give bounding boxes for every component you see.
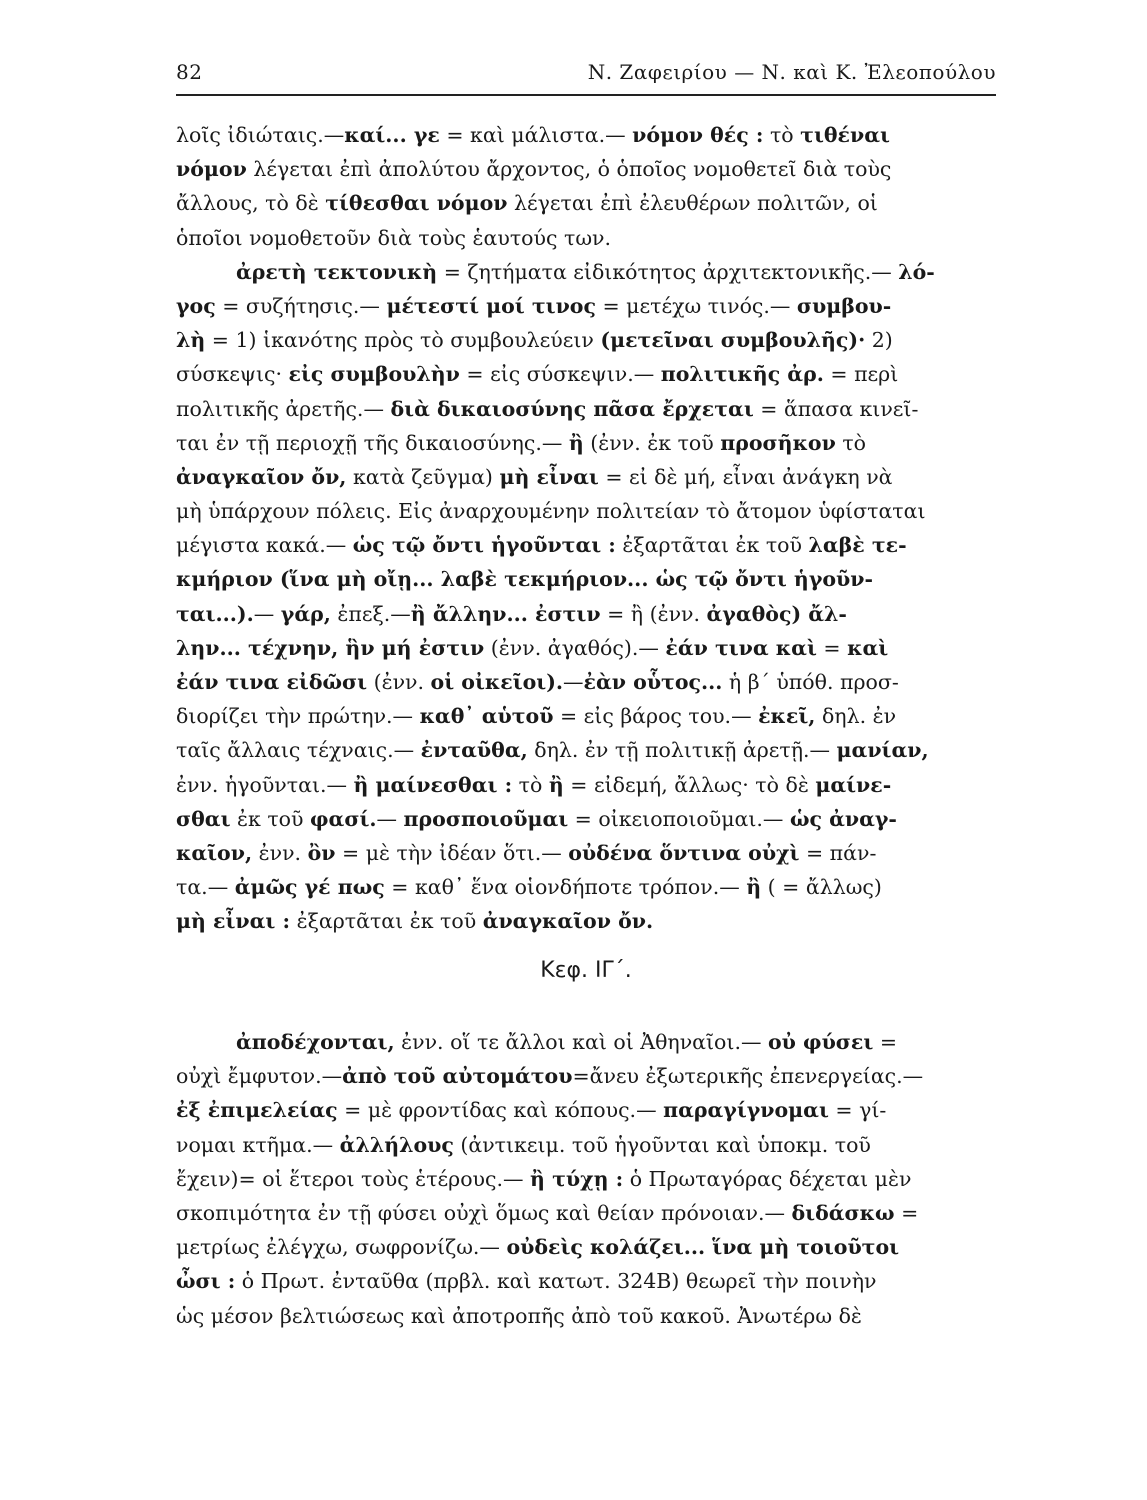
gloss-text: ( = ἄλλως) xyxy=(761,875,882,900)
gloss-text: — xyxy=(376,806,404,831)
text-line xyxy=(176,631,996,665)
lemma-term: προσποιοῦμαι xyxy=(403,806,569,831)
gloss-text: 2) xyxy=(865,328,893,353)
gloss-text: τα.— xyxy=(176,875,235,900)
text-line xyxy=(176,562,996,596)
lemma-term: οὐδεὶς κολάζει... ἵνα μὴ τοιοῦτοι xyxy=(506,1235,900,1260)
gloss-text: μετρίως ἐλέγχω, σωφρονίζω.— xyxy=(176,1235,507,1260)
gloss-text: ἐνν. ἡγοῦνται.— xyxy=(176,772,354,797)
lemma-term: εἰς συμβουλὴν xyxy=(288,362,460,387)
chapter-heading: Κεφ. ΙΓ΄. xyxy=(540,958,632,983)
text-line xyxy=(176,1025,996,1059)
lemma-term: λὴ xyxy=(176,328,206,353)
gloss-text: λέγεται ἐπὶ ἐλευθέρων πολιτῶν, οἱ xyxy=(507,191,878,216)
gloss-text: = καὶ μάλιστα.— xyxy=(439,123,633,147)
text-line xyxy=(176,1196,996,1230)
lemma-term: καῖον, xyxy=(176,840,253,865)
text-line xyxy=(176,1162,996,1196)
gloss-text: — xyxy=(253,601,281,626)
gloss-text: πολιτικῆς ἀρετῆς.— xyxy=(176,396,391,421)
gloss-text: ὁποῖοι νομοθετοῦν διὰ τοὺς ἑαυτούς των. xyxy=(176,225,612,250)
lemma-term: φασί. xyxy=(310,806,377,831)
text-line xyxy=(176,289,996,323)
text-line xyxy=(176,118,996,152)
gloss-text: ὁ Πρωτ. ἐνταῦθα (πρβλ. καὶ κατωτ. 324Β) θεωρεῖ τὴν ποινὴν xyxy=(235,1269,877,1294)
gloss-text: κατὰ ζεῦγμα) xyxy=(346,464,500,489)
text-line xyxy=(176,597,996,631)
lemma-term: λό- xyxy=(898,259,935,284)
gloss-text: = xyxy=(816,635,848,660)
gloss-text: δηλ. ἐν xyxy=(815,704,897,729)
lemma-term: οἱ οἰκεῖοι). xyxy=(430,670,564,694)
text-line xyxy=(176,802,996,836)
gloss-text: ἐπεξ.— xyxy=(330,601,411,626)
gloss-text: (ἀντικειμ. τοῦ xyxy=(453,1132,615,1157)
lemma-term: ἀγαθὸς) ἄλ- xyxy=(706,601,847,626)
lemma-term: ὡς τῷ ὄντι ἡγοῦνται : xyxy=(352,533,616,558)
lemma-term: ἐὰν οὗτος... xyxy=(583,670,723,694)
gloss-text: ἐξαρτᾶται ἐκ τοῦ xyxy=(290,909,483,934)
gloss-text: ἡγοῦνται xyxy=(614,1132,710,1157)
lemma-term: γος xyxy=(176,293,216,318)
lemma-term: ἀναγκαῖον ὄν. xyxy=(482,909,654,934)
lemma-term: ἐνταῦθα, xyxy=(420,738,528,763)
page-number: 82 xyxy=(176,60,203,84)
gloss-text: ὡς μέσον βελτιώσεως καὶ ἀποτροπῆς ἀπὸ τοῦ κακοῦ. Ἀνωτέρω δὲ xyxy=(176,1303,862,1328)
lemma-term: ἢ xyxy=(568,430,584,455)
gloss-text: = ἢ (ἐνν. xyxy=(600,601,707,626)
lemma-term: ἐκεῖ, xyxy=(758,704,816,729)
header-rule xyxy=(176,94,996,96)
gloss-text: τὸ xyxy=(835,430,867,455)
text-line xyxy=(176,1093,996,1127)
gloss-text: = ἅπασα κινεῖ- xyxy=(753,396,919,421)
lemma-term: μὴ εἶναι xyxy=(499,464,599,489)
gloss-text: = xyxy=(873,1030,897,1054)
gloss-text: σκοπιμότητα ἐν τῇ φύσει οὐχὶ ὅμως καὶ θείαν πρόνοιαν.— xyxy=(176,1200,792,1225)
gloss-text: λέγεται ἐπὶ ἀπολύτου ἄρχοντος, ὁ ὁποῖος νομοθετεῖ διὰ τοὺς xyxy=(246,157,892,182)
text-line xyxy=(176,699,996,733)
gloss-text: ἐνν. οἵ τε ἄλλοι καὶ οἱ Ἀθηναῖοι.— xyxy=(394,1030,768,1054)
lemma-term: κμήριον (ἵνα μὴ οἴῃ... λαβὲ τεκμήριον... ὡς τῷ ὄντι ἡγοῦν- xyxy=(176,567,873,592)
lemma-term: τίθεσθαι νόμον xyxy=(325,191,508,216)
lemma-term: οὐ φύσει xyxy=(767,1030,874,1054)
text-line xyxy=(176,323,996,357)
lemma-term: διδάσκω xyxy=(791,1200,895,1225)
lemma-term: ἢ xyxy=(548,772,564,797)
text-line xyxy=(176,186,996,220)
gloss-text: = μὲ φροντίδας καὶ κόπους.— xyxy=(337,1098,664,1123)
lemma-term: λαβὲ τε- xyxy=(808,533,907,558)
lemma-term: μανίαν, xyxy=(836,738,929,763)
lemma-term: ἢ μαίνεσθαι : xyxy=(353,772,513,797)
gloss-text: ἐξαρτᾶται ἐκ τοῦ xyxy=(615,533,809,558)
lemma-term: (μετεῖναι συμβουλῆς)· xyxy=(600,328,866,353)
lemma-term: τιθέναι xyxy=(800,123,890,147)
gloss-text: = πάν- xyxy=(799,840,877,865)
gloss-text: = xyxy=(894,1200,919,1225)
lemma-term: ται...). xyxy=(176,601,254,626)
text-line xyxy=(176,1230,996,1264)
lemma-term: γάρ, xyxy=(280,601,331,626)
gloss-text: ἄλλους, τὸ δὲ xyxy=(176,191,326,216)
text-line xyxy=(176,768,996,802)
gloss-text: ἡ β΄ ὑπόθ. προσ- xyxy=(722,670,899,694)
text-line xyxy=(176,1128,996,1162)
lemma-term: ἢ xyxy=(746,875,762,900)
gloss-text: = ζητήματα εἰδικότητος ἀρχιτεκτονικῆς.— xyxy=(437,259,899,284)
gloss-text: λοῖς ἰδιώταις.— xyxy=(176,123,345,147)
lemma-term: προσῆκον xyxy=(720,430,836,455)
text-line xyxy=(176,357,996,391)
text-line xyxy=(176,426,996,460)
lemma-term: ἐάν τινα εἰδῶσι xyxy=(176,670,368,694)
text-line xyxy=(176,1059,996,1093)
gloss-text: μέγιστα κακά.— xyxy=(176,533,353,558)
lemma-term: νόμον xyxy=(176,157,247,182)
text-line xyxy=(176,528,996,562)
lemma-term: ἐάν τινα καὶ xyxy=(665,635,817,660)
gloss-text: ταῖς ἄλλαις τέχναις.— xyxy=(176,738,421,763)
gloss-text: = γί- xyxy=(828,1098,887,1123)
gloss-text: = μὲ τὴν ἰδέαν ὅτι.— xyxy=(335,840,569,865)
gloss-text: ἐκ τοῦ xyxy=(230,806,310,831)
running-head: Ν. Ζαφειρίου — Ν. καὶ Κ. Ἐλεοπούλου xyxy=(587,60,996,84)
text-line xyxy=(176,870,996,904)
gloss-text: (ἐνν. xyxy=(367,670,431,694)
text-line xyxy=(176,255,996,289)
lemma-term: ἀποδέχονται, xyxy=(236,1030,395,1054)
lemma-term: μὴ εἶναι : xyxy=(176,909,291,934)
gloss-text: = καθ᾽ ἕνα οἱονδήποτε τρόπον.— xyxy=(384,875,747,900)
lemma-term: παραγίγνομαι xyxy=(663,1098,829,1123)
lemma-term: ὦσι : xyxy=(176,1269,236,1294)
text-line xyxy=(176,152,996,186)
lemma-term: ἀπὸ τοῦ αὐτομάτου xyxy=(342,1064,573,1089)
commentary-block-2 xyxy=(176,1025,996,1333)
text-line xyxy=(176,392,996,426)
gloss-text: = περὶ xyxy=(823,362,899,387)
gloss-text: καὶ ὑποκμ. τοῦ xyxy=(709,1132,871,1157)
text-line xyxy=(176,1299,996,1333)
lemma-term: διὰ δικαιοσύνης πᾶσα ἔρχεται xyxy=(390,396,754,421)
lemma-term: ἢ τύχῃ : xyxy=(530,1166,624,1191)
lemma-term: ἐξ ἐπιμελείας xyxy=(176,1098,338,1123)
lemma-term: ἀρετὴ τεκτονικὴ xyxy=(236,259,438,284)
lemma-term: καί... γε xyxy=(344,123,440,147)
gloss-text: δηλ. ἐν τῇ πολιτικῇ ἀρετῇ.— xyxy=(527,738,837,763)
gloss-text: = 1) ἱκανότης πρὸς τὸ συμβουλεύειν xyxy=(205,328,601,353)
lemma-term: μαίνε- xyxy=(815,772,892,797)
gloss-text: = εἰς σύσκεψιν.— xyxy=(459,362,661,387)
gloss-text: — xyxy=(563,670,584,694)
text-line xyxy=(176,836,996,870)
gloss-text: (ἐνν. ἐκ τοῦ xyxy=(583,430,721,455)
lemma-term: λην... τέχνην, ἣν μή ἐστιν xyxy=(176,635,485,660)
lemma-term: ἀλλήλους xyxy=(339,1132,454,1157)
gloss-text: =ἄνευ ἐξωτερικῆς ἐπενεργείας.— xyxy=(572,1064,924,1089)
text-line xyxy=(176,221,996,255)
lemma-term: σθαι xyxy=(176,806,231,831)
page-header xyxy=(176,58,996,94)
lemma-term: ὂν xyxy=(307,840,336,865)
lemma-term: ἢ ἄλλην... ἐστιν xyxy=(410,601,601,626)
gloss-text: διορίζει τὴν πρώτην.— xyxy=(176,704,420,729)
gloss-text: = εἰδεμή, ἄλλως· τὸ δὲ xyxy=(563,772,816,797)
gloss-text: ται ἐν τῇ περιοχῇ τῆς δικαιοσύνης.— xyxy=(176,430,569,455)
gloss-text: τὸ xyxy=(763,123,801,147)
lemma-term: οὐδένα ὅντινα οὐχὶ xyxy=(568,840,800,865)
gloss-text: νομαι κτῆμα.— xyxy=(176,1132,340,1157)
lemma-term: καὶ xyxy=(847,635,889,660)
gloss-text: μὴ ὑπάρχουν πόλεις. Εἰς ἀναρχουμένην πολιτείαν τὸ ἄτομον ὑφίσταται xyxy=(176,499,926,524)
gloss-text: )= οἱ ἕτεροι τοὺς ἑτέρους.— xyxy=(230,1166,531,1191)
gloss-text: = οἰκειοποιοῦμαι.— xyxy=(568,806,790,831)
gloss-text: σύσκεψις· xyxy=(176,362,289,387)
text-line xyxy=(176,904,996,938)
gloss-text: = εἰ δὲ μή, εἶναι ἀνάγκη νὰ xyxy=(598,464,893,489)
lemma-term: συμβου- xyxy=(796,293,892,318)
gloss-text: (ἐνν. ἀγαθός).— xyxy=(484,635,666,660)
lemma-term: ἀναγκαῖον ὄν, xyxy=(176,464,347,489)
gloss-text: = εἰς βάρος του.— xyxy=(553,704,759,729)
gloss-text: ὁ Πρωταγόρας δέχεται μὲν xyxy=(623,1166,912,1191)
lemma-term: ἀμῶς γέ πως xyxy=(234,875,385,900)
text-line xyxy=(176,1264,996,1298)
lemma-term: νόμον θές : xyxy=(632,123,764,147)
gloss-text: οὐχὶ ἔμφυτον.— xyxy=(176,1064,343,1089)
gloss-text: = συζήτησις.— xyxy=(215,293,387,318)
lemma-term: πολιτικῆς ἀρ. xyxy=(660,362,824,387)
text-line xyxy=(176,460,996,494)
text-line xyxy=(176,733,996,767)
lemma-term: ὡς ἀναγ- xyxy=(789,806,897,831)
gloss-text: = μετέχω τινός.— xyxy=(595,293,797,318)
text-line xyxy=(176,665,996,699)
gloss-text: ἐνν. xyxy=(252,840,308,865)
gloss-text: τὸ xyxy=(512,772,549,797)
lemma-term: καθ᾽ αὑτοῦ xyxy=(419,704,554,729)
gloss-text: ἔχειν xyxy=(176,1166,231,1191)
lemma-term: μέτεστί μοί τινος xyxy=(386,293,596,318)
commentary-block-1 xyxy=(176,118,996,939)
text-line xyxy=(176,494,996,528)
